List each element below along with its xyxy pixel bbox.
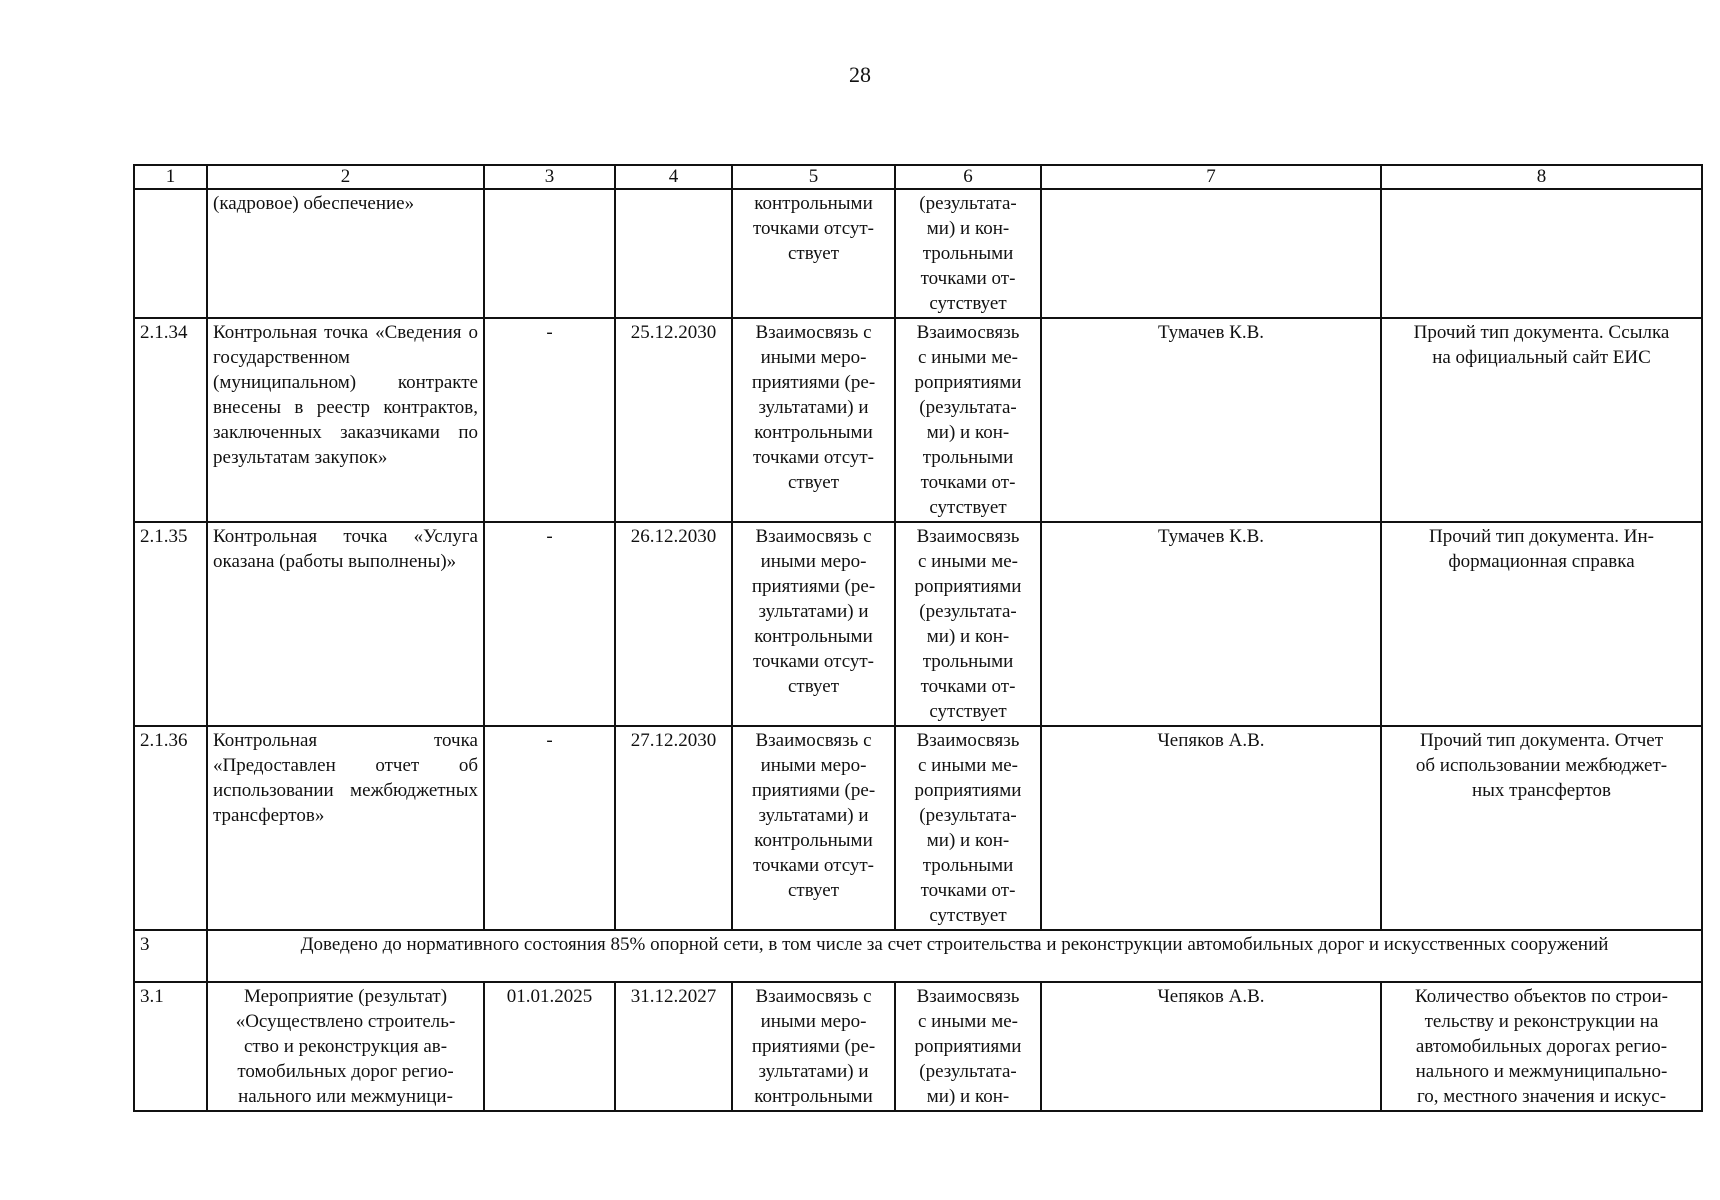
row-name: Мероприятие (результат) «Осуществлено строитель- ство и реконструкция ав- томобильных дорог регио- нального или межмуници-: [207, 982, 484, 1111]
row-responsible: Чепяков А.В.: [1041, 982, 1381, 1111]
row-document: [1381, 189, 1702, 318]
row-end-date: 25.12.2030: [615, 318, 732, 522]
row-end-date: 26.12.2030: [615, 522, 732, 726]
table-row: [134, 189, 1702, 318]
col-header-4: 4: [615, 165, 732, 189]
row-relation-5: Взаимосвязь с иными меро- приятиями (ре- зультатами) и контрольными точками отсут- ствует: [732, 522, 895, 726]
row-end-date: [615, 189, 732, 318]
row-responsible: Тумачев К.В.: [1041, 318, 1381, 522]
row-start-date: -: [484, 318, 615, 522]
table-row: [134, 726, 1702, 930]
row-number: 3.1: [134, 982, 207, 1111]
table-row: [134, 982, 1702, 1111]
row-relation-6: Взаимосвязь с иными ме- роприятиями (результата- ми) и кон- трольными точками от- сутствует: [895, 726, 1041, 930]
row-relation-6: (результата- ми) и кон- трольными точками от- сутствует: [895, 189, 1041, 318]
row-document: Прочий тип документа. Ссылка на официальный сайт ЕИС: [1381, 318, 1702, 522]
col-header-5: 5: [732, 165, 895, 189]
row-name: (кадровое) обеспечение»: [207, 189, 484, 318]
table-row: [134, 318, 1702, 522]
col-header-7: 7: [1041, 165, 1381, 189]
row-document: Прочий тип документа. Ин- формационная справка: [1381, 522, 1702, 726]
row-number: 2.1.36: [134, 726, 207, 930]
page-number: 28: [849, 62, 871, 87]
col-header-3: 3: [484, 165, 615, 189]
row-relation-6: Взаимосвязь с иными ме- роприятиями (результата- ми) и кон- трольными точками от- сутствует: [895, 522, 1041, 726]
row-relation-5: Взаимосвязь с иными меро- приятиями (ре- зультатами) и контрольными точками отсут- ствует: [732, 318, 895, 522]
row-responsible: Тумачев К.В.: [1041, 522, 1381, 726]
row-name: Контрольная точка «Услуга оказана (работы выполнены)»: [207, 522, 484, 726]
row-number: [134, 189, 207, 318]
row-name: Контрольная точка «Сведения о государственном (муниципальном) контракте внесены в реестр контрактов, заключенных заказчиками по результатам закупок»: [207, 318, 484, 522]
row-relation-6: Взаимосвязь с иными ме- роприятиями (результата- ми) и кон-: [895, 982, 1041, 1111]
row-start-date: 01.01.2025: [484, 982, 615, 1111]
col-header-2: 2: [207, 165, 484, 189]
row-start-date: -: [484, 522, 615, 726]
table-row: [134, 522, 1702, 726]
row-relation-6: Взаимосвязь с иными ме- роприятиями (результата- ми) и кон- трольными точками от- сутствует: [895, 318, 1041, 522]
col-header-1: 1: [134, 165, 207, 189]
header-row: [134, 165, 1702, 189]
row-responsible: Чепяков А.В.: [1041, 726, 1381, 930]
row-start-date: -: [484, 726, 615, 930]
row-document: Прочий тип документа. Отчет об использовании межбюджет- ных трансфертов: [1381, 726, 1702, 930]
row-responsible: [1041, 189, 1381, 318]
col-header-8: 8: [1381, 165, 1702, 189]
section-title: Доведено до нормативного состояния 85% опорной сети, в том числе за счет строительства и реконструкции автомобильных дорог и искусственных сооружений: [207, 930, 1702, 982]
row-start-date: [484, 189, 615, 318]
row-number: 2.1.34: [134, 318, 207, 522]
row-end-date: 31.12.2027: [615, 982, 732, 1111]
plan-table: [133, 164, 1703, 1112]
row-end-date: 27.12.2030: [615, 726, 732, 930]
row-relation-5: Взаимосвязь с иными меро- приятиями (ре- зультатами) и контрольными точками отсут- ствует: [732, 726, 895, 930]
section-row: [134, 930, 1702, 982]
row-document: Количество объектов по строи- тельству и реконструкции на автомобильных дорогах регио- нального и межмуниципально- го, местного значения и искус-: [1381, 982, 1702, 1111]
row-number: 2.1.35: [134, 522, 207, 726]
section-number: 3: [134, 930, 207, 982]
row-relation-5: контрольными точками отсут- ствует: [732, 189, 895, 318]
row-name: Контрольная точка «Предоставлен отчет об использовании межбюджетных трансфертов»: [207, 726, 484, 930]
col-header-6: 6: [895, 165, 1041, 189]
row-relation-5: Взаимосвязь с иными меро- приятиями (ре- зультатами) и контрольными: [732, 982, 895, 1111]
